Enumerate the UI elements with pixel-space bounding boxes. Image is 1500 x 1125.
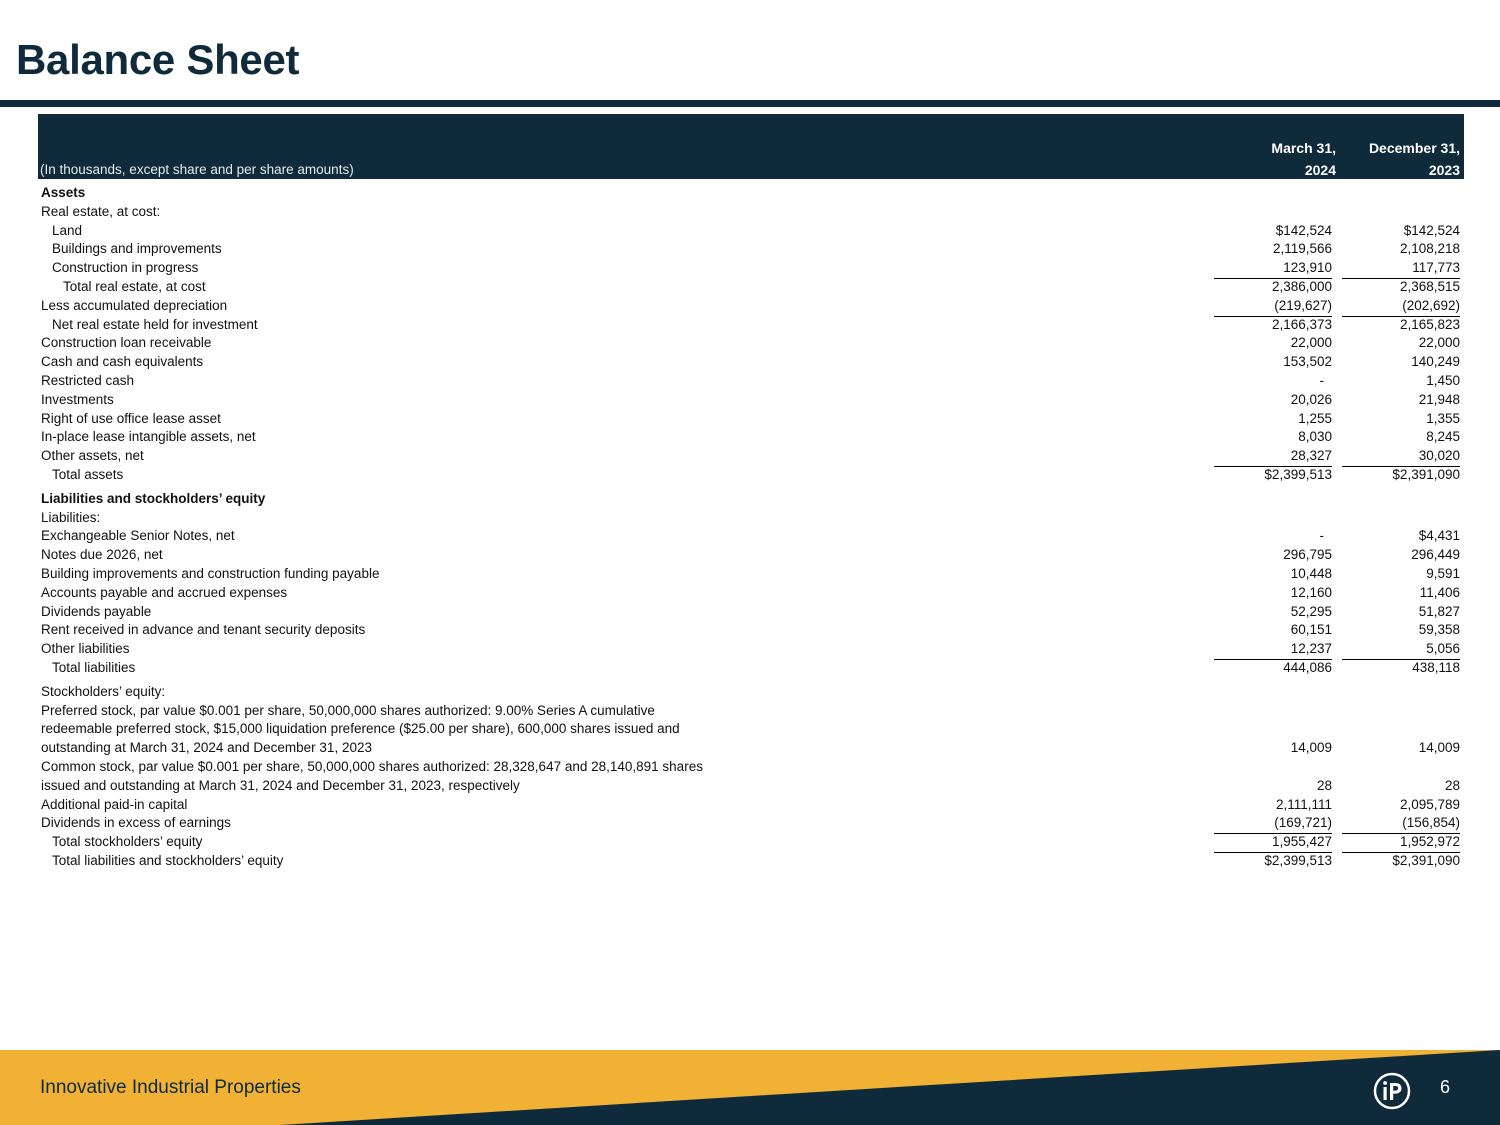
- table-row: [38, 720, 1464, 739]
- row-label: Dividends in excess of earnings: [41, 815, 231, 831]
- value-december-2023: 2,095,789: [1399, 796, 1460, 812]
- row-label: Total liabilities: [52, 659, 136, 675]
- value-march-2024: $2,399,513: [1264, 466, 1332, 482]
- value-march-2024: 153,502: [1283, 354, 1332, 370]
- table-row: [38, 702, 1464, 721]
- row-label: Notes due 2026, net: [41, 547, 163, 563]
- value-december-2023: 9,591: [1426, 565, 1460, 581]
- table-row: [38, 777, 1464, 796]
- title-divider: [0, 100, 1500, 107]
- table-row: [38, 316, 1464, 335]
- value-march-2024: $142,524: [1275, 222, 1332, 238]
- value-march-2024: (219,627): [1214, 297, 1332, 317]
- value-december-2023: 1,355: [1426, 410, 1460, 426]
- value-december-2023: 438,118: [1412, 659, 1460, 675]
- table-row: [38, 814, 1464, 833]
- value-december-2023: 30,020: [1342, 447, 1460, 467]
- row-label: Right of use office lease asset: [41, 410, 221, 426]
- row-label: Real estate, at cost:: [41, 203, 161, 219]
- table-row: [38, 297, 1464, 316]
- table-row: [38, 353, 1464, 372]
- table-row: [38, 603, 1464, 622]
- row-label: Land: [52, 222, 83, 238]
- row-label: outstanding at March 31, 2024 and December 31, 2023: [41, 740, 372, 756]
- table-header: [38, 114, 1464, 179]
- value-march-2024: 10,448: [1290, 565, 1332, 581]
- table-row: [38, 584, 1464, 603]
- table-row: [38, 621, 1464, 640]
- section-heading: Liabilities and stockholders’ equity: [41, 490, 266, 506]
- row-label: Building improvements and construction funding payable: [41, 565, 380, 581]
- row-label: Total assets: [52, 466, 124, 482]
- value-march-2024: 22,000: [1290, 335, 1332, 351]
- value-march-2024: 296,795: [1283, 547, 1332, 563]
- table-row: [38, 509, 1464, 528]
- row-label: Other assets, net: [41, 448, 144, 464]
- value-december-2023: 2,165,823: [1399, 316, 1460, 332]
- value-december-2023: 22,000: [1418, 335, 1460, 351]
- row-label: issued and outstanding at March 31, 2024 and December 31, 2023, respectively: [41, 777, 520, 793]
- row-label: Less accumulated depreciation: [41, 297, 228, 313]
- table-body: [38, 179, 1464, 871]
- company-name: Innovative Industrial Properties: [40, 1077, 301, 1098]
- value-december-2023: 14,009: [1418, 740, 1460, 756]
- table-row: [38, 565, 1464, 584]
- value-march-2024: 12,160: [1290, 584, 1332, 600]
- table-row: [38, 852, 1464, 871]
- value-december-2023: 11,406: [1419, 584, 1460, 600]
- value-december-2023: 296,449: [1411, 547, 1460, 563]
- row-label: Construction in progress: [52, 260, 199, 276]
- row-label: Construction loan receivable: [41, 335, 212, 351]
- value-december-2023: 117,773: [1342, 259, 1460, 279]
- table-row: [38, 259, 1464, 278]
- row-label: Preferred stock, par value $0.001 per share, 50,000,000 shares authorized: 9.00% Series A cumulative: [41, 702, 655, 718]
- value-december-2023: 140,249: [1411, 354, 1460, 370]
- value-march-2024: -: [1319, 372, 1324, 388]
- row-label: Exchangeable Senior Notes, net: [41, 528, 235, 544]
- value-march-2024: 444,086: [1283, 659, 1332, 675]
- value-december-2023: $2,391,090: [1392, 466, 1460, 482]
- value-december-2023: (202,692): [1342, 297, 1460, 317]
- value-march-2024: 14,009: [1290, 740, 1332, 756]
- row-label: redeemable preferred stock, $15,000 liquidation preference ($25.00 per share), 600,000 shares issued and: [41, 721, 680, 737]
- table-row: [38, 447, 1464, 466]
- value-march-2024: 28: [1316, 777, 1332, 793]
- value-march-2024: 52,295: [1290, 603, 1332, 619]
- table-row: [38, 372, 1464, 391]
- value-march-2024: 2,119,566: [1272, 241, 1332, 257]
- value-december-2023: 59,358: [1418, 622, 1460, 638]
- value-march-2024: (169,721): [1214, 814, 1332, 834]
- value-december-2023: $4,431: [1418, 528, 1460, 544]
- value-december-2023: (156,854): [1342, 814, 1460, 834]
- table-row: [38, 527, 1464, 546]
- table-row: [38, 278, 1464, 297]
- value-december-2023: 2,108,218: [1399, 241, 1460, 257]
- value-december-2023: 5,056: [1342, 640, 1460, 660]
- value-december-2023: 1,450: [1426, 372, 1460, 388]
- table-row: [38, 410, 1464, 429]
- row-label: In-place lease intangible assets, net: [41, 429, 256, 445]
- value-march-2024: 1,955,427: [1214, 833, 1332, 853]
- row-label: Liabilities:: [41, 509, 101, 525]
- table-row: [38, 659, 1464, 678]
- row-label: Other liabilities: [41, 641, 130, 657]
- iip-logo-icon: [1373, 1072, 1411, 1110]
- value-march-2024: -: [1319, 528, 1324, 544]
- table-row: [38, 240, 1464, 259]
- value-december-2023: $142,524: [1403, 222, 1460, 238]
- table-row: [38, 222, 1464, 241]
- value-december-2023: $2,391,090: [1392, 852, 1460, 868]
- value-december-2023: 21,948: [1418, 391, 1460, 407]
- value-march-2024: 123,910: [1214, 259, 1332, 279]
- row-label: Investments: [41, 391, 114, 407]
- table-row: [38, 683, 1464, 702]
- row-label: Accounts payable and accrued expenses: [41, 584, 288, 600]
- value-march-2024: 2,111,111: [1275, 796, 1332, 812]
- value-december-2023: 2,368,515: [1399, 278, 1460, 294]
- row-label: Dividends payable: [41, 603, 152, 619]
- column-header-december-line1: December 31,: [1368, 140, 1460, 156]
- table-row: [38, 796, 1464, 815]
- value-march-2024: 1,255: [1298, 410, 1332, 426]
- table-row: [38, 490, 1464, 509]
- row-label: Net real estate held for investment: [52, 316, 258, 332]
- table-row: [38, 466, 1464, 485]
- table-row: [38, 546, 1464, 565]
- page-footer: [0, 1050, 1500, 1125]
- table-row: [38, 833, 1464, 852]
- row-label: Buildings and improvements: [52, 241, 222, 257]
- row-label: Cash and cash equivalents: [41, 354, 204, 370]
- value-december-2023: 1,952,972: [1342, 833, 1460, 853]
- table-row: [38, 203, 1464, 222]
- row-label: Total real estate, at cost: [63, 278, 206, 294]
- column-header-march-line1: March 31,: [1271, 140, 1336, 156]
- value-march-2024: 8,030: [1298, 429, 1332, 445]
- column-header-december-year: 2023: [1428, 162, 1460, 178]
- value-march-2024: 60,151: [1290, 622, 1332, 638]
- value-december-2023: 51,827: [1418, 603, 1460, 619]
- column-header-march-year: 2024: [1304, 162, 1336, 178]
- value-march-2024: $2,399,513: [1264, 852, 1332, 868]
- page-title: Balance Sheet: [16, 36, 300, 83]
- table-row: [38, 640, 1464, 659]
- value-december-2023: 8,245: [1426, 429, 1460, 445]
- row-label: Total stockholders’ equity: [52, 834, 203, 850]
- table-row: [38, 739, 1464, 758]
- table-row: [38, 334, 1464, 353]
- value-march-2024: 20,026: [1290, 391, 1332, 407]
- row-label: Restricted cash: [41, 372, 135, 388]
- row-label: Additional paid-in capital: [41, 796, 188, 812]
- value-march-2024: 28,327: [1214, 447, 1332, 467]
- table-row: [38, 391, 1464, 410]
- value-march-2024: 2,166,373: [1271, 316, 1332, 332]
- value-march-2024: 2,386,000: [1271, 278, 1332, 294]
- table-row: [38, 184, 1464, 203]
- table-row: [38, 758, 1464, 777]
- row-label: Stockholders’ equity:: [41, 683, 166, 699]
- row-label: Total liabilities and stockholders’ equity: [52, 852, 284, 868]
- value-march-2024: 12,237: [1214, 640, 1332, 660]
- table-caption: (In thousands, except share and per share amounts): [40, 162, 354, 177]
- row-label: Common stock, par value $0.001 per share, 50,000,000 shares authorized: 28,328,647 and 28,140,891 shares: [41, 758, 703, 774]
- row-label: Rent received in advance and tenant security deposits: [41, 622, 366, 638]
- value-december-2023: 28: [1444, 777, 1460, 793]
- table-row: [38, 428, 1464, 447]
- section-heading: Assets: [41, 185, 86, 200]
- page-number: 6: [1440, 1077, 1451, 1097]
- balance-sheet-table: [38, 114, 1464, 871]
